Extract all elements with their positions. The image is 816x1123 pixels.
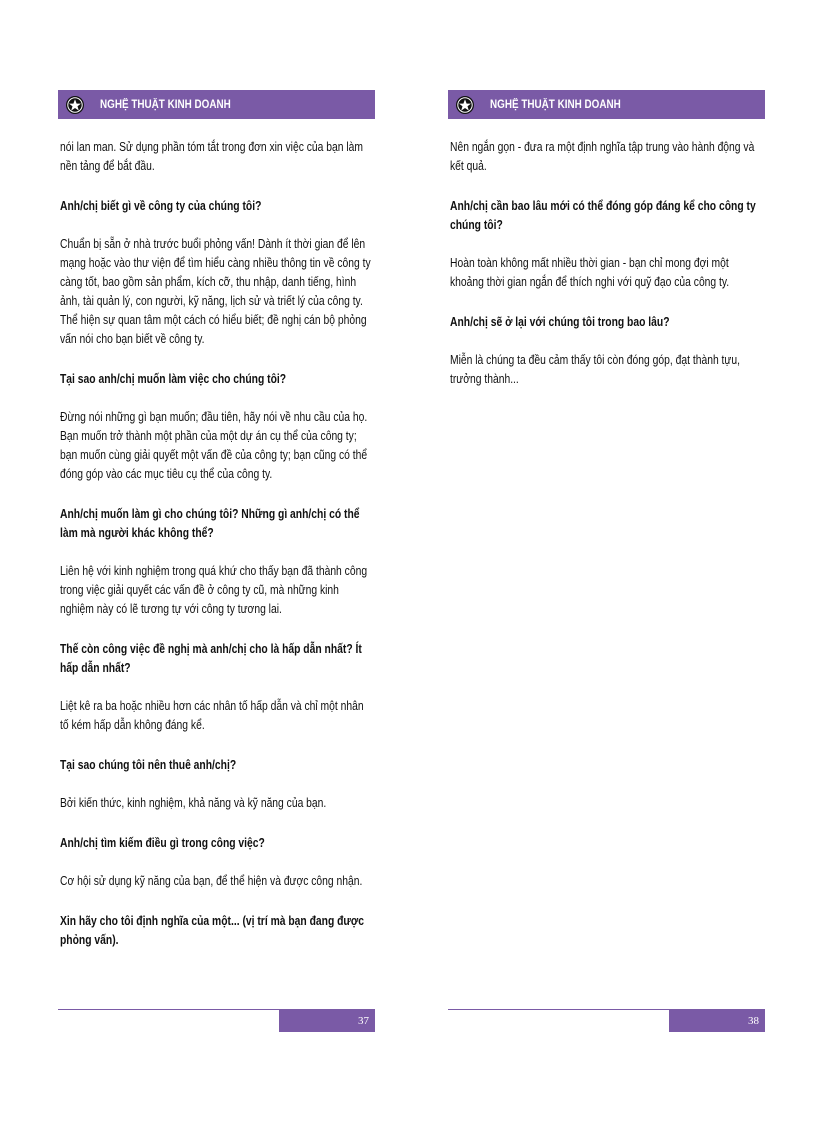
page-number: 37 [279, 1010, 375, 1032]
paragraph: Nên ngắn gọn - đưa ra một định nghĩa tập trung vào hành động và kết quả. [450, 140, 755, 173]
page-number: 38 [669, 1010, 765, 1032]
paragraph: Liệt kê ra ba hoặc nhiều hơn các nhân tố hấp dẫn và chỉ một nhân tố kém hấp dẫn không đáng kể. [60, 699, 364, 732]
question-heading: Tại sao chúng tôi nên thuê anh/chị? [60, 758, 237, 772]
header-title: NGHỆ THUẬT KINH DOANH [490, 98, 621, 111]
question-heading: Anh/chị sẽ ở lại với chúng tôi trong bao lâu? [450, 315, 670, 329]
left-page [58, 0, 375, 1123]
paragraph: Hoàn toàn không mất nhiều thời gian - bạn chỉ mong đợi một khoảng thời gian ngắn để thích nghi với quỹ đạo của công ty. [450, 256, 730, 289]
paragraph: Liên hệ với kinh nghiệm trong quá khứ cho thấy bạn đã thành công trong việc giải quyết các vấn đề ở công ty cũ, mà những kinh nghiệm này có lẽ tương tự với công ty tương lai. [60, 564, 368, 616]
question-heading: Thế còn công việc đề nghị mà anh/chị cho là hấp dẫn nhất? Ít hấp dẫn nhất? [60, 642, 362, 675]
paragraph: Miễn là chúng ta đều cảm thấy tôi còn đóng góp, đạt thành tựu, trưởng thành... [450, 353, 740, 386]
page-header [448, 90, 765, 119]
paragraph: Chuẩn bị sẵn ở nhà trước buổi phỏng vấn! Dành ít thời gian để lên mạng hoặc vào thư viện để tìm hiểu càng nhiều thông tin về công ty càng tốt, bao gồm sản phẩm, kích cỡ, thu nhập, danh tiếng, hình ảnh, tài quản lý, con người, kỹ năng, lịch sử và triết lý của công ty. Thể hiện sự quan tâm một cách có hiểu biết; đề nghị cán bộ phỏng vấn nói cho bạn biết về công ty. [60, 237, 371, 346]
page-content [450, 138, 763, 410]
star-badge-icon [454, 94, 476, 116]
paragraph: Cơ hội sử dụng kỹ năng của bạn, để thể hiện và được công nhận. [60, 874, 363, 888]
page-header [58, 90, 375, 119]
question-heading: Anh/chị tìm kiếm điều gì trong công việc? [60, 836, 265, 850]
paragraph: nói lan man. Sử dụng phần tóm tắt trong đơn xin việc của bạn làm nền tảng để bắt đầu. [60, 140, 364, 173]
paragraph: Bởi kiến thức, kinh nghiệm, khả năng và kỹ năng của bạn. [60, 796, 327, 810]
question-heading: Xin hãy cho tôi định nghĩa của một... (vị trí mà bạn đang được phỏng vấn). [60, 914, 365, 947]
question-heading: Anh/chị cần bao lâu mới có thể đóng góp đáng kể cho công ty chúng tôi? [450, 199, 756, 232]
star-badge-icon [64, 94, 86, 116]
right-page [448, 0, 765, 1123]
page-content [60, 138, 373, 969]
question-heading: Anh/chị muốn làm gì cho chúng tôi? Những gì anh/chị có thể làm mà người khác không thể? [60, 507, 360, 540]
header-title: NGHỆ THUẬT KINH DOANH [100, 98, 231, 111]
question-heading: Tại sao anh/chị muốn làm việc cho chúng tôi? [60, 372, 287, 386]
question-heading: Anh/chị biết gì về công ty của chúng tôi? [60, 199, 262, 213]
paragraph: Đừng nói những gì bạn muốn; đầu tiên, hãy nói về nhu cầu của họ. Bạn muốn trở thành một phần của một dự án cụ thể của công ty; bạn muốn cùng giải quyết một vấn đề của công ty; bạn cũng có thể đóng góp vào các mục tiêu cụ thể của công ty. [60, 410, 368, 481]
